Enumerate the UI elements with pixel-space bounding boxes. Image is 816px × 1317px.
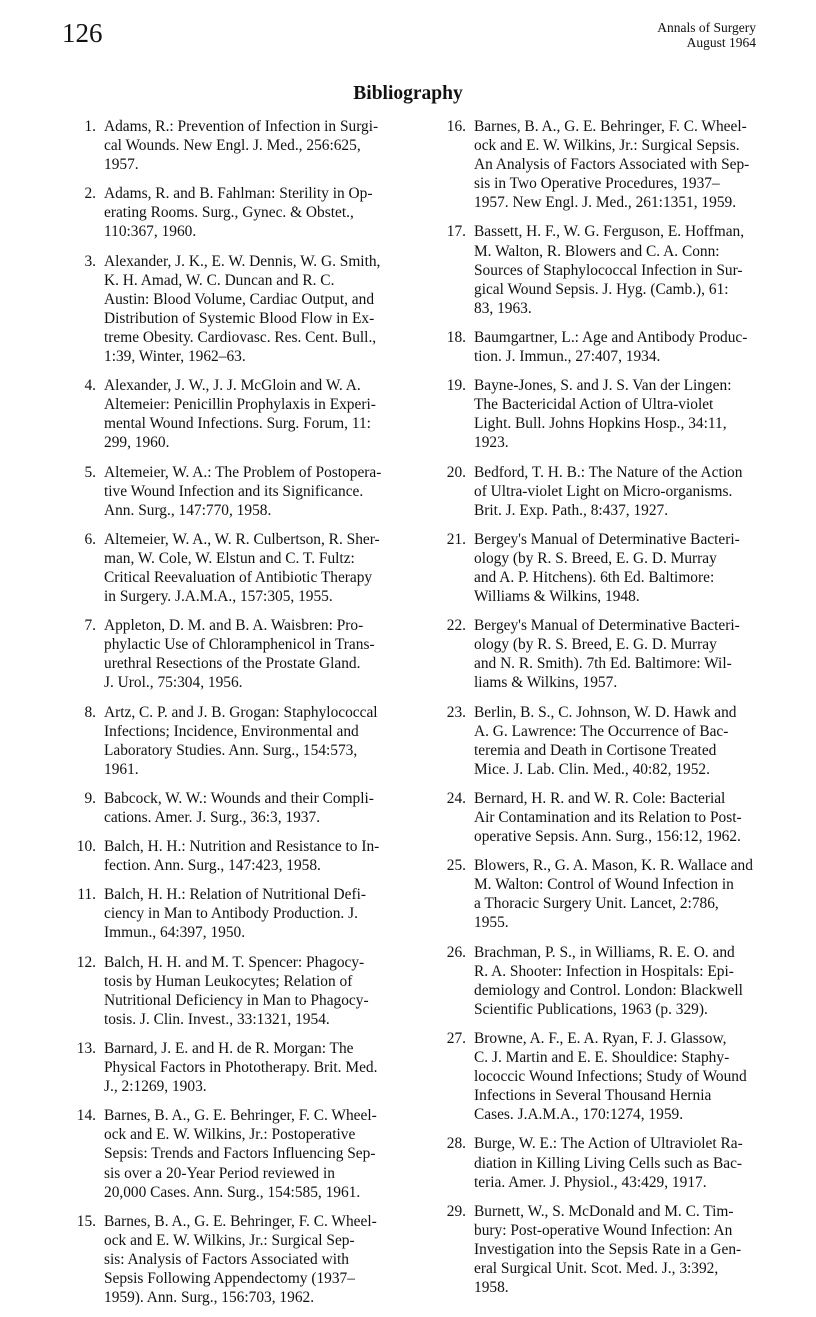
- reference-line: ology (by R. S. Breed, E. G. D. Murray: [474, 549, 717, 567]
- reference-line: 83, 1963.: [474, 299, 532, 317]
- reference-item: [436, 1029, 766, 1124]
- reference-line: An Analysis of Factors Associated with Sep-: [474, 156, 750, 174]
- reference-line: liams & Wilkins, 1957.: [474, 674, 618, 692]
- reference-line: Immun., 64:397, 1950.: [104, 924, 246, 942]
- reference-text: [104, 184, 396, 241]
- reference-text: [104, 703, 396, 779]
- reference-line: K. H. Amad, W. C. Duncan and R. C.: [104, 271, 335, 289]
- reference-item: [66, 376, 396, 452]
- reference-text: [104, 616, 396, 692]
- reference-line: R. A. Shooter: Infection in Hospitals: Epi-: [474, 962, 734, 980]
- reference-text: [474, 1134, 766, 1191]
- reference-item: [66, 463, 396, 520]
- reference-line: Babcock, W. W.: Wounds and their Compli-: [104, 789, 374, 807]
- reference-number: 15.: [76, 1212, 96, 1230]
- reference-item: [66, 789, 396, 827]
- reference-text: [474, 463, 766, 520]
- reference-number: 22.: [446, 617, 466, 635]
- reference-item: [66, 703, 396, 779]
- reference-number: 4.: [84, 377, 96, 395]
- journal-date: August 1964: [686, 35, 756, 50]
- reference-item: [436, 856, 766, 932]
- reference-line: ciency in Man to Antibody Production. J.: [104, 905, 358, 923]
- reference-number: 7.: [84, 617, 96, 635]
- reference-line: A. G. Lawrence: The Occurrence of Bac-: [474, 722, 729, 740]
- reference-item: [436, 463, 766, 520]
- reference-item: [436, 117, 766, 212]
- bibliography-column-right: [436, 117, 766, 1307]
- reference-line: sis in Two Operative Procedures, 1937–: [474, 175, 720, 193]
- reference-line: urethral Resections of the Prostate Gland.: [104, 655, 361, 673]
- reference-line: teria. Amer. J. Physiol., 43:429, 1917.: [474, 1173, 707, 1191]
- reference-line: tosis. J. Clin. Invest., 33:1321, 1954.: [104, 1010, 330, 1028]
- reference-line: Balch, H. H.: Relation of Nutritional Defi-: [104, 886, 367, 904]
- reference-item: [66, 530, 396, 606]
- reference-line: Nutritional Deficiency in Man to Phagocy-: [104, 991, 369, 1009]
- reference-line: tive Wound Infection and its Significance.: [104, 482, 364, 500]
- reference-line: M. Walton: Control of Wound Infection in: [474, 876, 734, 894]
- reference-line: Bernard, H. R. and W. R. Cole: Bacterial: [474, 789, 726, 807]
- reference-text: [104, 463, 396, 520]
- reference-line: tion. J. Immun., 27:407, 1934.: [474, 348, 661, 366]
- reference-line: 1:39, Winter, 1962–63.: [104, 348, 246, 366]
- reference-line: erating Rooms. Surg., Gynec. & Obstet.,: [104, 204, 354, 222]
- reference-line: operative Sepsis. Ann. Surg., 156:12, 1962.: [474, 828, 741, 846]
- reference-line: Brachman, P. S., in Williams, R. E. O. and: [474, 943, 735, 961]
- reference-number: 24.: [446, 789, 466, 807]
- reference-number: 20.: [446, 463, 466, 481]
- reference-item: [436, 376, 766, 452]
- reference-number: 23.: [446, 703, 466, 721]
- reference-line: teremia and Death in Cortisone Treated: [474, 741, 717, 759]
- reference-line: Browne, A. F., E. A. Ryan, F. J. Glassow,: [474, 1029, 727, 1047]
- reference-line: Brit. J. Exp. Path., 8:437, 1927.: [474, 501, 669, 519]
- reference-line: and N. R. Smith). 7th Ed. Baltimore: Wil-: [474, 655, 732, 673]
- reference-line: diation in Killing Living Cells such as Bac-: [474, 1154, 743, 1172]
- page-number: 126: [62, 18, 103, 48]
- reference-item: [66, 885, 396, 942]
- reference-line: Austin: Blood Volume, Cardiac Output, and: [104, 290, 375, 308]
- reference-text: [474, 222, 766, 317]
- reference-number: 3.: [84, 252, 96, 270]
- reference-text: [474, 117, 766, 212]
- reference-text: [474, 376, 766, 452]
- reference-line: Cases. J.A.M.A., 170:1274, 1959.: [474, 1106, 684, 1124]
- reference-line: Balch, H. H.: Nutrition and Resistance to In-: [104, 838, 380, 856]
- reference-line: tosis by Human Leukocytes; Relation of: [104, 972, 353, 990]
- reference-line: and A. P. Hitchens). 6th Ed. Baltimore:: [474, 568, 715, 586]
- reference-text: [104, 789, 396, 827]
- reference-line: 110:367, 1960.: [104, 223, 197, 241]
- reference-line: M. Walton, R. Blowers and C. A. Conn:: [474, 242, 720, 260]
- reference-number: 29.: [446, 1202, 466, 1220]
- reference-text: [104, 953, 396, 1029]
- reference-line: demiology and Control. London: Blackwell: [474, 981, 743, 999]
- reference-line: eral Surgical Unit. Scot. Med. J., 3:392,: [474, 1259, 719, 1277]
- reference-line: Bergey's Manual of Determinative Bacteri-: [474, 617, 740, 635]
- reference-line: C. J. Martin and E. E. Shouldice: Staphy-: [474, 1049, 730, 1067]
- reference-item: [66, 117, 396, 174]
- reference-number: 10.: [76, 838, 96, 856]
- reference-number: 19.: [446, 377, 466, 395]
- reference-line: Infections; Incidence, Environmental and: [104, 722, 359, 740]
- reference-line: in Surgery. J.A.M.A., 157:305, 1955.: [104, 588, 333, 606]
- reference-text: [474, 789, 766, 846]
- reference-text: [104, 1039, 396, 1096]
- reference-line: treme Obesity. Cardiovasc. Res. Cent. Bull.,: [104, 328, 377, 346]
- reference-number: 8.: [84, 703, 96, 721]
- reference-line: Williams & Wilkins, 1948.: [474, 588, 640, 606]
- reference-line: Laboratory Studies. Ann. Surg., 154:573,: [104, 741, 358, 759]
- reference-line: Adams, R.: Prevention of Infection in Surgi-: [104, 118, 379, 135]
- reference-line: ock and E. W. Wilkins, Jr.: Surgical Sepsis.: [474, 137, 740, 155]
- reference-item: [436, 1202, 766, 1297]
- reference-line: cations. Amer. J. Surg., 36:3, 1937.: [104, 809, 321, 826]
- reference-line: Air Contamination and its Relation to Post-: [474, 809, 742, 826]
- reference-line: The Bactericidal Action of Ultra-violet: [474, 396, 714, 414]
- reference-number: 1.: [84, 118, 96, 135]
- reference-text: [104, 252, 396, 367]
- reference-line: Barnard, J. E. and H. de R. Morgan: The: [104, 1039, 354, 1057]
- reference-line: 1957.: [104, 156, 139, 174]
- reference-text: [474, 703, 766, 779]
- reference-item: [436, 1134, 766, 1191]
- reference-line: Sepsis: Trends and Factors Influencing Sep-: [104, 1145, 376, 1163]
- reference-line: Altemeier: Penicillin Prophylaxis in Experi-: [104, 396, 376, 414]
- reference-number: 27.: [446, 1029, 466, 1047]
- reference-line: Distribution of Systemic Blood Flow in Ex-: [104, 309, 375, 327]
- reference-line: fection. Ann. Surg., 147:423, 1958.: [104, 857, 321, 875]
- reference-number: 11.: [77, 886, 96, 904]
- reference-line: Ann. Surg., 147:770, 1958.: [104, 501, 272, 519]
- reference-line: phylactic Use of Chloramphenicol in Trans-: [104, 636, 375, 654]
- reference-text: [474, 1202, 766, 1297]
- reference-line: 1957. New Engl. J. Med., 261:1351, 1959.: [474, 194, 737, 212]
- reference-line: bury: Post-operative Wound Infection: An: [474, 1221, 733, 1239]
- reference-number: 12.: [76, 953, 96, 971]
- reference-line: 1959). Ann. Surg., 156:703, 1962.: [104, 1289, 315, 1307]
- reference-line: Barnes, B. A., G. E. Behringer, F. C. Wheel-: [104, 1107, 377, 1125]
- reference-item: [436, 328, 766, 366]
- reference-item: [66, 1212, 396, 1307]
- reference-item: [66, 837, 396, 875]
- page-title: Bibliography: [353, 83, 463, 104]
- reference-text: [474, 1029, 766, 1124]
- journal-header: [657, 20, 756, 50]
- reference-number: 17.: [446, 223, 466, 241]
- reference-line: Balch, H. H. and M. T. Spencer: Phagocy-: [104, 953, 365, 971]
- reference-number: 26.: [446, 943, 466, 961]
- reference-line: Alexander, J. K., E. W. Dennis, W. G. Smith,: [104, 252, 381, 270]
- reference-item: [436, 530, 766, 606]
- reference-line: Bedford, T. H. B.: The Nature of the Action: [474, 463, 743, 481]
- reference-line: Critical Reevaluation of Antibiotic Therapy: [104, 568, 373, 586]
- reference-line: Altemeier, W. A.: The Problem of Postopera-: [104, 463, 382, 481]
- reference-line: Bassett, H. F., W. G. Ferguson, E. Hoffman,: [474, 223, 745, 241]
- reference-number: 9.: [84, 789, 96, 807]
- reference-number: 14.: [76, 1107, 96, 1125]
- reference-line: of Ultra-violet Light on Micro-organisms.: [474, 482, 733, 500]
- reference-item: [436, 703, 766, 779]
- reference-line: Artz, C. P. and J. B. Grogan: Staphylococcal: [104, 703, 378, 721]
- reference-number: 2.: [84, 185, 96, 203]
- reference-line: cal Wounds. New Engl. J. Med., 256:625,: [104, 137, 361, 155]
- reference-text: [474, 530, 766, 606]
- reference-line: Baumgartner, L.: Age and Antibody Produc-: [474, 328, 748, 346]
- reference-line: 1955.: [474, 914, 509, 932]
- reference-line: Scientific Publications, 1963 (p. 329).: [474, 1000, 708, 1018]
- reference-item: [66, 953, 396, 1029]
- reference-line: 20,000 Cases. Ann. Surg., 154:585, 1961.: [104, 1183, 361, 1201]
- reference-text: [104, 885, 396, 942]
- reference-line: man, W. Cole, W. Elstun and C. T. Fultz:: [104, 549, 355, 567]
- reference-number: 5.: [84, 463, 96, 481]
- reference-text: [104, 117, 396, 174]
- reference-line: Infections in Several Thousand Hernia: [474, 1087, 712, 1105]
- reference-line: Sepsis Following Appendectomy (1937–: [104, 1269, 355, 1287]
- reference-line: Sources of Staphylococcal Infection in Sur-: [474, 261, 743, 279]
- reference-line: Bayne-Jones, S. and J. S. Van der Lingen:: [474, 377, 732, 395]
- bibliography-column-left: [66, 117, 396, 1317]
- reference-line: Burnett, W., S. McDonald and M. C. Tim-: [474, 1202, 734, 1220]
- reference-number: 18.: [446, 328, 466, 346]
- reference-line: Light. Bull. Johns Hopkins Hosp., 34:11,: [474, 415, 727, 433]
- reference-item: [436, 943, 766, 1019]
- reference-line: Physical Factors in Phototherapy. Brit. Med.: [104, 1059, 378, 1077]
- reference-line: Barnes, B. A., G. E. Behringer, F. C. Wheel-: [474, 118, 747, 135]
- reference-line: J., 2:1269, 1903.: [104, 1078, 207, 1096]
- journal-name: Annals of Surgery: [657, 20, 756, 35]
- reference-line: 1961.: [104, 760, 139, 778]
- reference-line: gical Wound Sepsis. J. Hyg. (Camb.), 61:: [474, 280, 729, 298]
- reference-text: [104, 837, 396, 875]
- reference-line: Blowers, R., G. A. Mason, K. R. Wallace and: [474, 857, 753, 875]
- reference-line: Bergey's Manual of Determinative Bacteri-: [474, 530, 740, 548]
- reference-line: Mice. J. Lab. Clin. Med., 40:82, 1952.: [474, 760, 710, 778]
- reference-item: [66, 1039, 396, 1096]
- reference-line: Altemeier, W. A., W. R. Culbertson, R. Sher-: [104, 530, 380, 548]
- reference-line: Berlin, B. S., C. Johnson, W. D. Hawk and: [474, 703, 737, 721]
- reference-item: [66, 252, 396, 367]
- reference-text: [104, 1106, 396, 1201]
- reference-line: J. Urol., 75:304, 1956.: [104, 674, 243, 692]
- reference-item: [436, 222, 766, 317]
- reference-line: 1958.: [474, 1279, 509, 1297]
- reference-number: 21.: [446, 530, 466, 548]
- reference-line: mental Wound Infections. Surg. Forum, 11:: [104, 415, 371, 433]
- reference-item: [66, 1106, 396, 1201]
- reference-number: 13.: [76, 1039, 96, 1057]
- reference-line: Burge, W. E.: The Action of Ultraviolet Ra-: [474, 1135, 743, 1153]
- reference-line: a Thoracic Surgery Unit. Lancet, 2:786,: [474, 895, 719, 913]
- reference-line: Barnes, B. A., G. E. Behringer, F. C. Wheel-: [104, 1212, 377, 1230]
- reference-text: [474, 616, 766, 692]
- reference-item: [436, 616, 766, 692]
- reference-item: [436, 789, 766, 846]
- reference-line: Appleton, D. M. and B. A. Waisbren: Pro-: [104, 617, 364, 635]
- reference-line: 1923.: [474, 434, 509, 452]
- reference-text: [104, 530, 396, 606]
- reference-line: lococcic Wound Infections; Study of Wound: [474, 1068, 747, 1086]
- reference-line: sis: Analysis of Factors Associated with: [104, 1250, 349, 1268]
- reference-text: [474, 856, 766, 932]
- reference-number: 25.: [446, 857, 466, 875]
- reference-text: [104, 1212, 396, 1307]
- reference-line: Adams, R. and B. Fahlman: Sterility in Op-: [104, 185, 373, 203]
- reference-line: Alexander, J. W., J. J. McGloin and W. A.: [104, 377, 361, 395]
- reference-line: ock and E. W. Wilkins, Jr.: Surgical Sep-: [104, 1231, 355, 1249]
- reference-item: [66, 184, 396, 241]
- reference-line: ock and E. W. Wilkins, Jr.: Postoperative: [104, 1126, 356, 1144]
- reference-text: [474, 943, 766, 1019]
- reference-line: Investigation into the Sepsis Rate in a Gen-: [474, 1240, 742, 1258]
- reference-text: [104, 376, 396, 452]
- reference-text: [474, 328, 766, 366]
- reference-line: ology (by R. S. Breed, E. G. D. Murray: [474, 636, 717, 654]
- reference-item: [66, 616, 396, 692]
- reference-number: 6.: [84, 530, 96, 548]
- reference-line: 299, 1960.: [104, 434, 170, 452]
- reference-line: sis over a 20-Year Period reviewed in: [104, 1164, 335, 1182]
- reference-number: 16.: [446, 118, 466, 135]
- reference-number: 28.: [446, 1135, 466, 1153]
